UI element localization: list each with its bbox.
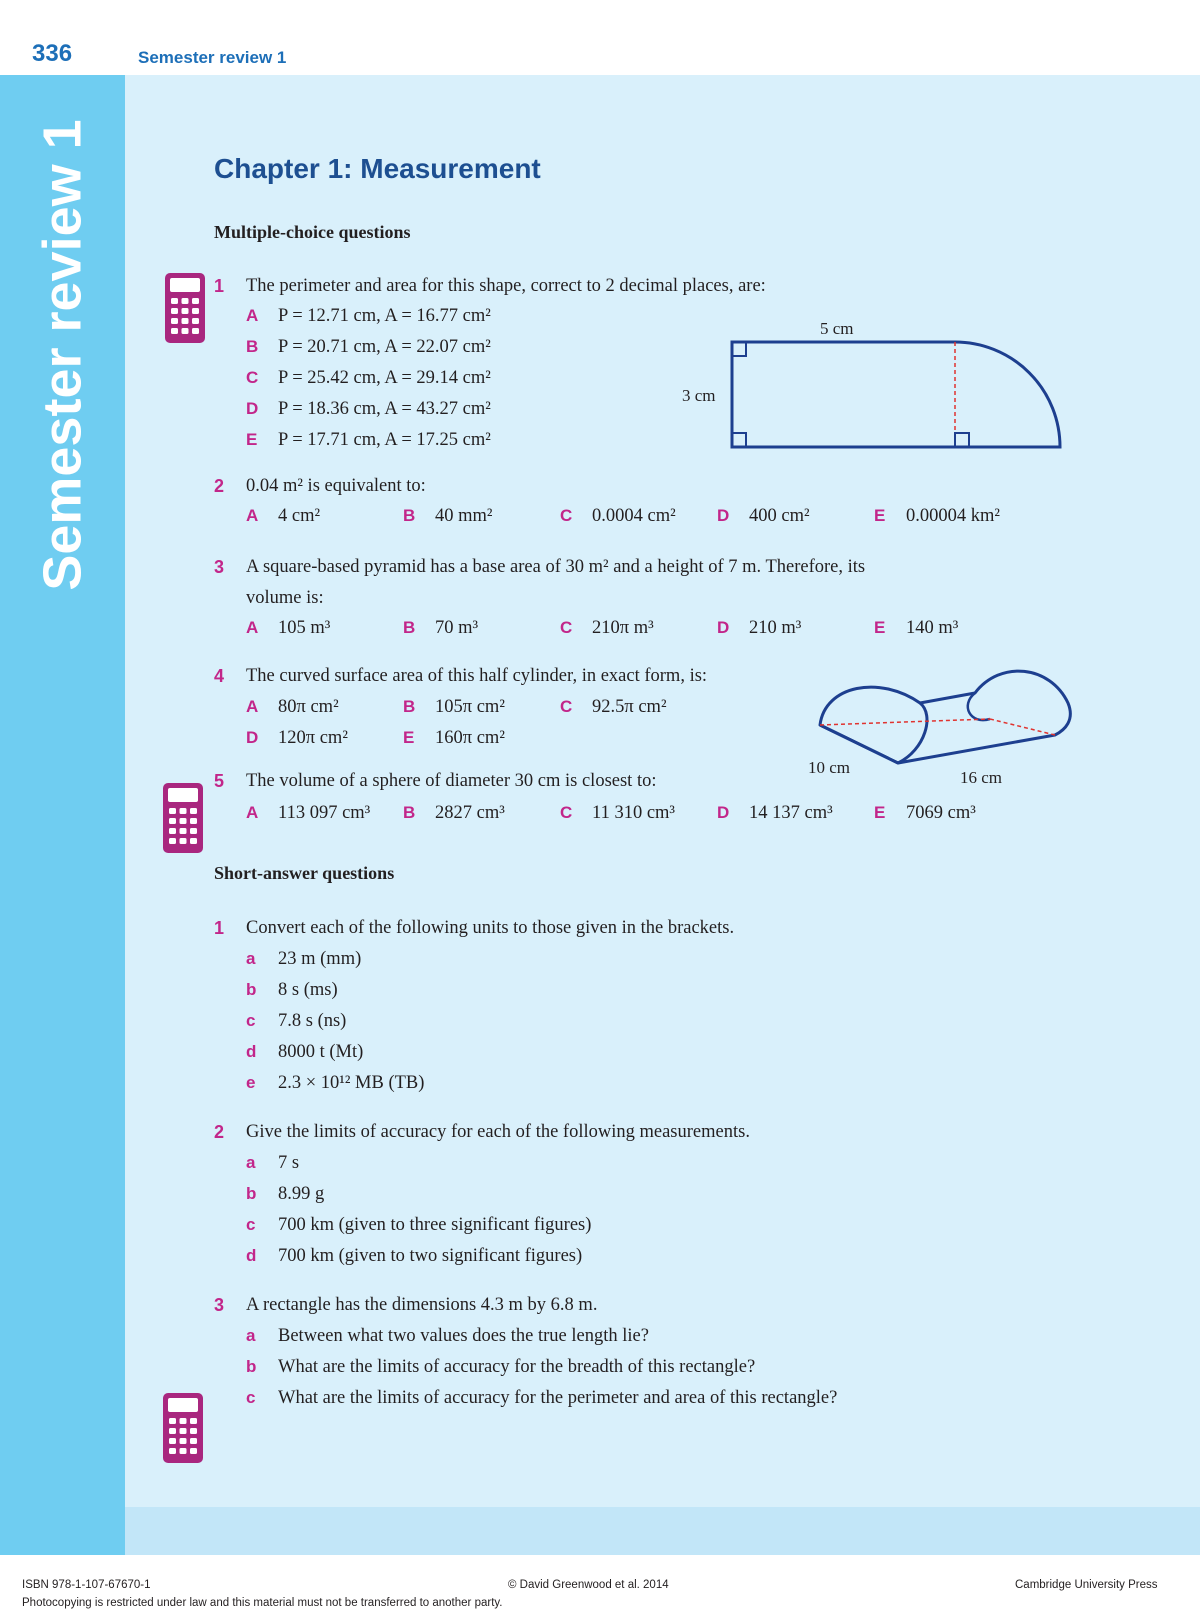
question-text: 0.04 m² is equivalent to: [246, 476, 426, 496]
footer-publisher: Cambridge University Press [1015, 1579, 1158, 1591]
diagram-label-diameter: 10 cm [808, 758, 851, 777]
footer-notice: Photocopying is restricted under law and this material must not be transferred to another party. [22, 1597, 503, 1609]
question-text: A square-based pyramid has a base area of 30 m² and a height of 7 m. Therefore, its [246, 557, 866, 577]
part-b: b What are the limits of accuracy for the breadth of this rectangle? [246, 1357, 756, 1377]
question-number: 1 [214, 918, 225, 938]
part-b: b 8 s (ms) [246, 980, 338, 1000]
part-a: a 23 m (mm) [246, 949, 362, 969]
question-number: 5 [214, 771, 225, 791]
bottom-band [125, 1507, 1200, 1555]
part-d: d 700 km (given to two significant figures) [246, 1246, 583, 1266]
mc-heading: Multiple-choice questions [214, 222, 411, 242]
option-d: D 14 137 cm³ [717, 803, 833, 823]
option-c: C 0.0004 cm² [560, 506, 676, 526]
part-d: d 8000 t (Mt) [246, 1042, 364, 1062]
option-b: B 105π cm² [403, 697, 505, 717]
option-c: C 11 310 cm³ [560, 803, 675, 823]
question-text-cont: volume is: [246, 588, 324, 608]
part-e: e 2.3 × 10¹² MB (TB) [246, 1073, 425, 1093]
option-c: C P = 25.42 cm, A = 29.14 cm² [246, 368, 491, 388]
option-d: D 210 m³ [717, 618, 802, 638]
option-a: A 4 cm² [246, 506, 321, 526]
question-number: 3 [214, 1295, 225, 1315]
calculator-icon [162, 782, 204, 854]
question-number: 4 [214, 666, 225, 686]
question-text: A rectangle has the dimensions 4.3 m by 6.8 m. [246, 1295, 598, 1315]
option-d: D 120π cm² [246, 728, 348, 748]
question-text: The volume of a sphere of diameter 30 cm is closest to: [246, 771, 657, 791]
option-c: C 210π m³ [560, 618, 654, 638]
option-e: E 160π cm² [403, 728, 505, 748]
option-e: E 0.00004 km² [874, 506, 1000, 526]
question-number: 3 [214, 557, 225, 577]
chapter-title: Chapter 1: Measurement [214, 153, 541, 184]
option-c: C 92.5π cm² [560, 697, 667, 717]
option-b: B P = 20.71 cm, A = 22.07 cm² [246, 337, 491, 357]
option-a: A 113 097 cm³ [246, 803, 371, 823]
half-cylinder-diagram [800, 665, 1080, 785]
footer-isbn: ISBN 978-1-107-67670-1 [22, 1579, 151, 1591]
option-b: B 2827 cm³ [403, 803, 505, 823]
question-text: The curved surface area of this half cylinder, in exact form, is: [246, 666, 708, 686]
option-d: D P = 18.36 cm, A = 43.27 cm² [246, 399, 491, 419]
part-c: c 700 km (given to three significant figures) [246, 1215, 592, 1235]
sa-heading: Short-answer questions [214, 863, 395, 883]
page-number: 336 [32, 40, 73, 67]
option-e: E 140 m³ [874, 618, 959, 638]
part-a: a 7 s [246, 1153, 300, 1173]
option-a: A 105 m³ [246, 618, 331, 638]
part-b: b 8.99 g [246, 1184, 325, 1204]
rectangle-quarter-circle-diagram [670, 312, 1070, 462]
calculator-icon [164, 272, 206, 344]
option-a: A 80π cm² [246, 697, 339, 717]
diagram-label-top: 5 cm [820, 319, 854, 338]
part-a: a Between what two values does the true length lie? [246, 1326, 649, 1346]
part-c: c What are the limits of accuracy for the perimeter and area of this rectangle? [246, 1388, 838, 1408]
footer-copyright: © David Greenwood et al. 2014 [508, 1579, 669, 1591]
calculator-icon [162, 1392, 204, 1464]
question-number: 2 [214, 476, 225, 496]
side-tab-title: Semester review 1 [32, 119, 93, 591]
diagram-label-length: 16 cm [960, 768, 1003, 785]
running-title: Semester review 1 [138, 48, 287, 67]
question-text: The perimeter and area for this shape, correct to 2 decimal places, are: [246, 276, 766, 296]
option-b: B 70 m³ [403, 618, 479, 638]
option-b: B 40 mm² [403, 506, 493, 526]
question-number: 1 [214, 276, 225, 296]
option-d: D 400 cm² [717, 506, 810, 526]
diagram-label-side: 3 cm [682, 386, 716, 405]
part-c: c 7.8 s (ns) [246, 1011, 347, 1031]
option-a: A P = 12.71 cm, A = 16.77 cm² [246, 306, 491, 326]
question-text: Convert each of the following units to those given in the brackets. [246, 918, 735, 938]
option-e: E P = 17.71 cm, A = 17.25 cm² [246, 430, 491, 450]
question-text: Give the limits of accuracy for each of the following measurements. [246, 1122, 750, 1142]
question-number: 2 [214, 1122, 225, 1142]
option-e: E 7069 cm³ [874, 803, 976, 823]
